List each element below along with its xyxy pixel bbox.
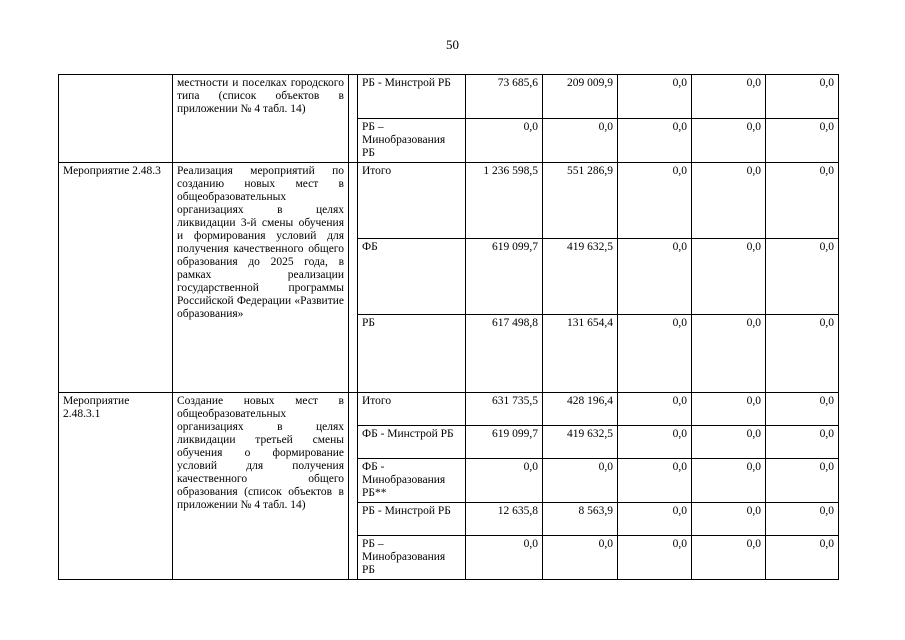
amount-cell: 0,0 [543,119,618,163]
amount-cell: 0,0 [618,393,692,426]
amount-cell: 131 654,4 [543,315,618,393]
amount-cell: 428 196,4 [543,393,618,426]
column-gap [349,163,358,393]
amount-cell: 0,0 [692,503,766,536]
amount-cell: 0,0 [692,459,766,503]
measure-code: Мероприятие 2.48.3.1 [59,393,173,580]
amount-cell: 0,0 [466,459,543,503]
amount-cell: 0,0 [466,536,543,580]
amount-cell: 0,0 [618,536,692,580]
amount-cell: 0,0 [692,536,766,580]
amount-cell: 0,0 [466,119,543,163]
funding-source: ФБ - Минстрой РБ [358,426,466,459]
amount-cell: 0,0 [766,239,839,315]
measure-code [59,75,173,163]
measure-description: Создание новых мест в общеобразовательных организациях в целях ликвидации третьей смены обучения о формирование условий для получения качественного общего образования (список объектов в приложении № 4 табл. 14) [173,393,349,580]
amount-cell: 631 735,5 [466,393,543,426]
amount-cell: 0,0 [766,503,839,536]
amount-cell: 0,0 [692,393,766,426]
amount-cell: 419 632,5 [543,239,618,315]
funding-source: ФБ - Минобразования РБ** [358,459,466,503]
funding-source: Итого [358,163,466,239]
column-gap [349,393,358,580]
table-row [59,393,839,426]
amount-cell: 619 099,7 [466,426,543,459]
budget-table [58,74,839,580]
amount-cell: 0,0 [692,315,766,393]
amount-cell: 0,0 [766,393,839,426]
funding-source: РБ [358,315,466,393]
amount-cell: 617 498,8 [466,315,543,393]
page-number: 50 [446,37,459,52]
amount-cell: 0,0 [618,163,692,239]
amount-cell: 209 009,9 [543,75,618,119]
amount-cell: 0,0 [766,426,839,459]
table-row [59,163,839,239]
amount-cell: 0,0 [618,75,692,119]
amount-cell: 619 099,7 [466,239,543,315]
measure-description: местности и поселках городского типа (список объектов в приложении № 4 табл. 14) [173,75,349,163]
amount-cell: 0,0 [766,459,839,503]
amount-cell: 0,0 [543,459,618,503]
measure-code: Мероприятие 2.48.3 [59,163,173,393]
measure-description: Реализация мероприятий по созданию новых мест в общеобразовательных организациях в целях ликвидации 3-й смены обучения и формирования условий для получения качественного общего образования до 2025 года, в рамках реализации государственной программы Российской Федерации «Развитие образования» [173,163,349,393]
amount-cell: 0,0 [543,536,618,580]
amount-cell: 12 635,8 [466,503,543,536]
funding-source: ФБ [358,239,466,315]
amount-cell: 0,0 [766,163,839,239]
funding-source: РБ - Минстрой РБ [358,503,466,536]
amount-cell: 0,0 [692,119,766,163]
amount-cell: 0,0 [692,163,766,239]
amount-cell: 0,0 [692,239,766,315]
amount-cell: 0,0 [692,75,766,119]
amount-cell: 0,0 [618,426,692,459]
amount-cell: 8 563,9 [543,503,618,536]
funding-source: РБ – Минобразования РБ [358,536,466,580]
funding-source: Итого [358,393,466,426]
amount-cell: 0,0 [766,75,839,119]
amount-cell: 0,0 [692,426,766,459]
funding-source: РБ - Минстрой РБ [358,75,466,119]
amount-cell: 0,0 [618,239,692,315]
amount-cell: 0,0 [618,459,692,503]
amount-cell: 0,0 [766,119,839,163]
amount-cell: 0,0 [766,315,839,393]
amount-cell: 0,0 [618,315,692,393]
amount-cell: 0,0 [618,119,692,163]
table-row [59,75,839,119]
funding-source: РБ – Минобразования РБ [358,119,466,163]
amount-cell: 0,0 [766,536,839,580]
amount-cell: 0,0 [618,503,692,536]
amount-cell: 1 236 598,5 [466,163,543,239]
column-gap [349,75,358,163]
amount-cell: 551 286,9 [543,163,618,239]
amount-cell: 419 632,5 [543,426,618,459]
amount-cell: 73 685,6 [466,75,543,119]
